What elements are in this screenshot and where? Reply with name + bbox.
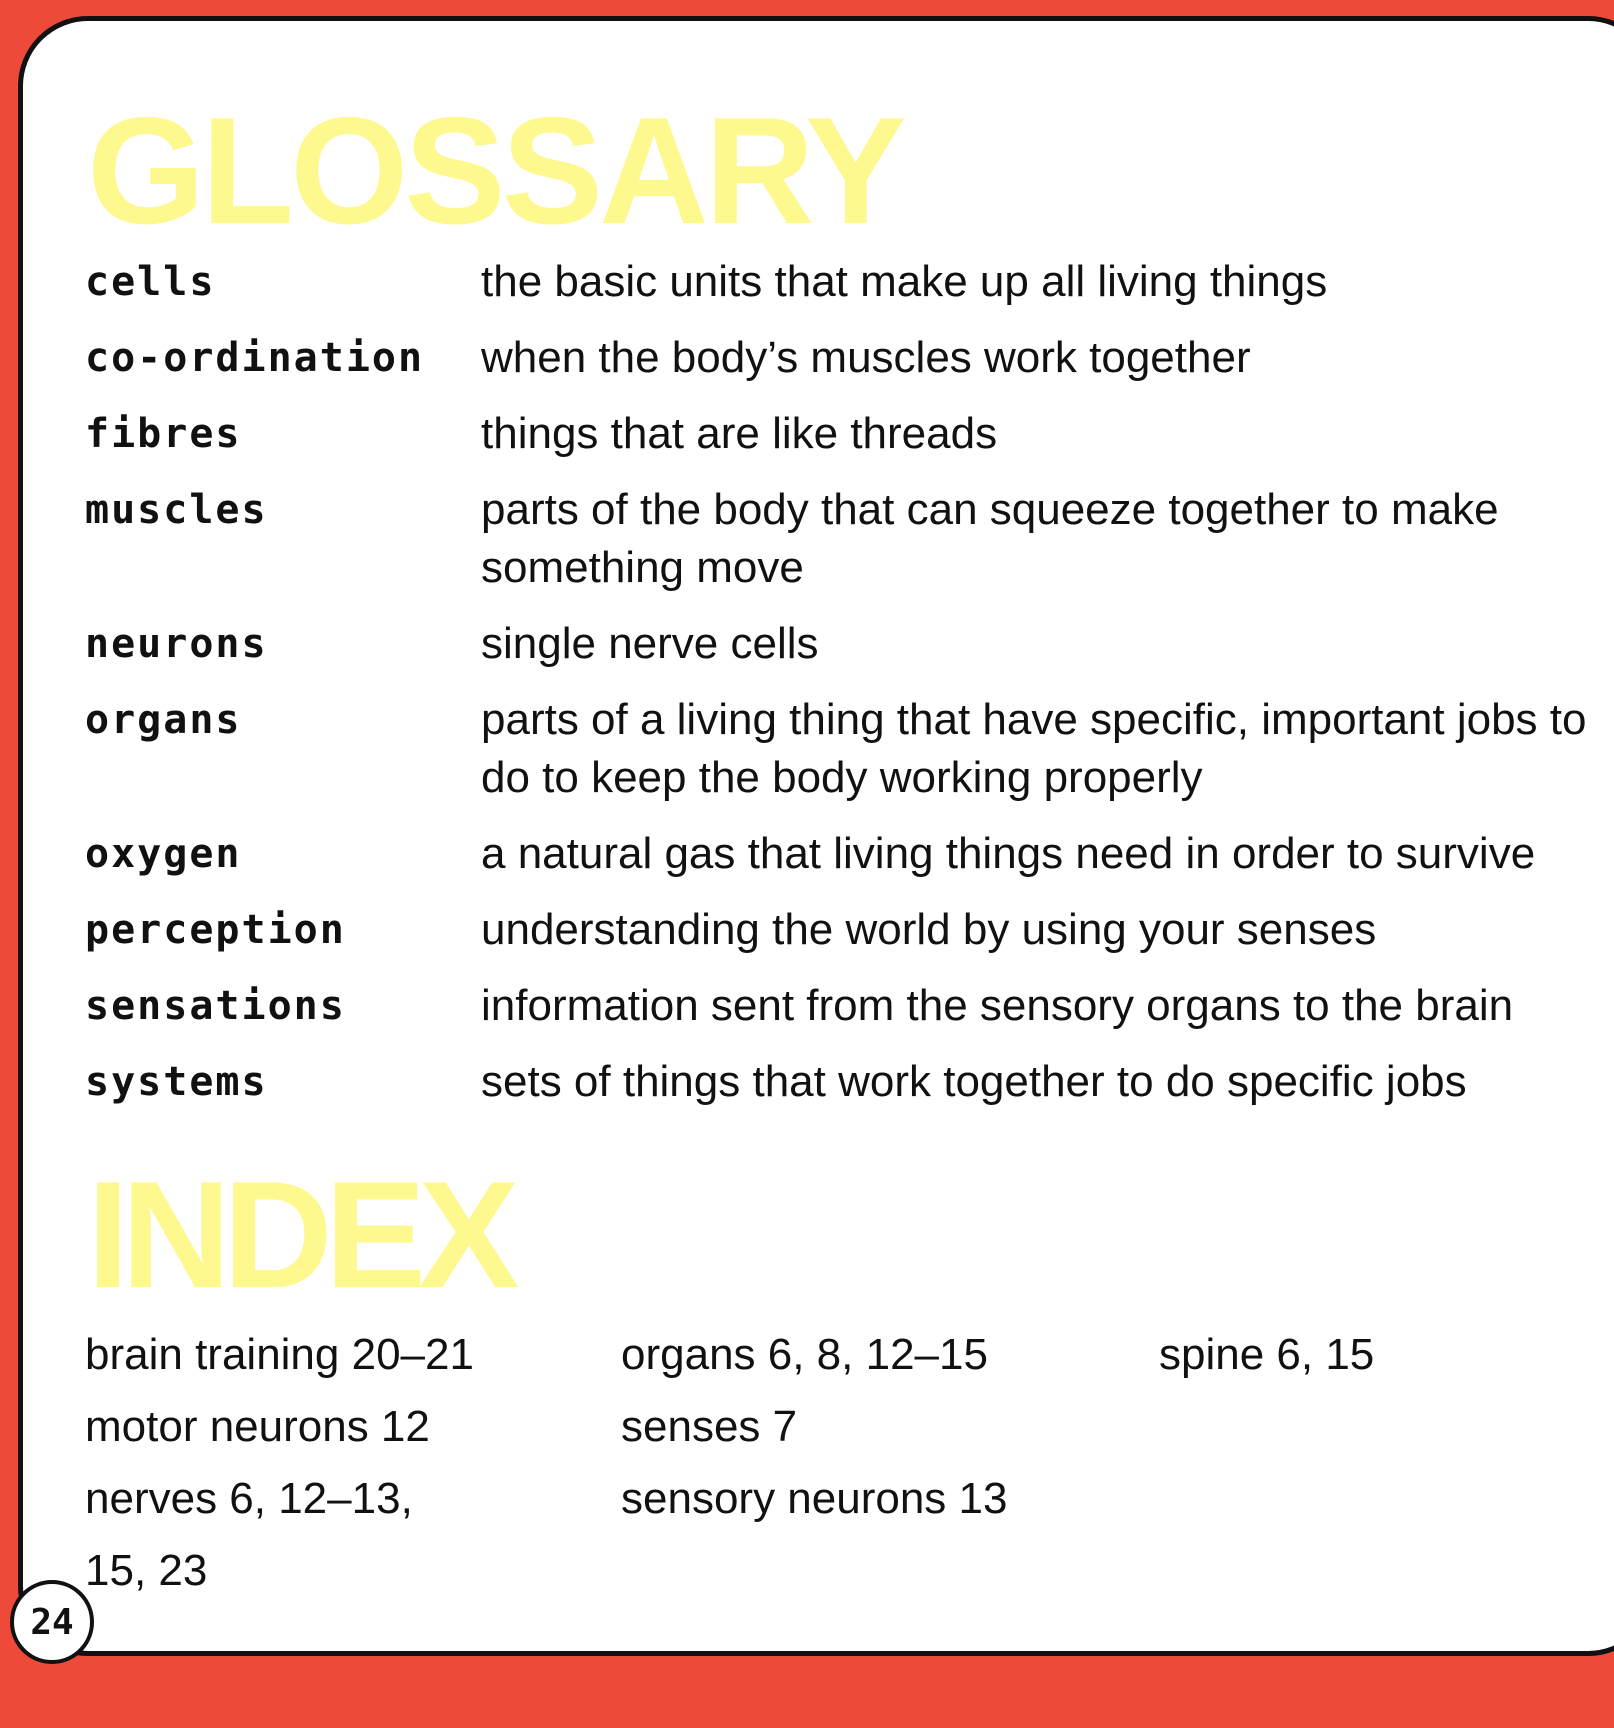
glossary-entry: [85, 405, 1614, 463]
glossary-entry: [85, 691, 1614, 807]
glossary-term: neurons: [85, 621, 268, 667]
glossary-definition: single nerve cells: [481, 619, 819, 668]
glossary-definition: sets of things that work together to do specific jobs: [481, 1057, 1467, 1106]
glossary-definition: parts of a living thing that have specific, important jobs to do to keep the body working properly: [481, 695, 1587, 802]
glossary-entry: [85, 253, 1614, 311]
glossary-definition: parts of the body that can squeeze together to make something move: [481, 485, 1499, 592]
index-entry: nerves 6, 12–13,: [85, 1474, 413, 1523]
index-entry: organs 6, 8, 12–15: [621, 1330, 988, 1379]
glossary-entry: [85, 481, 1614, 597]
book-page: [18, 16, 1614, 1656]
glossary-title: GLOSSARY: [87, 86, 903, 256]
glossary-entry: [85, 977, 1614, 1035]
glossary-list: [85, 253, 1614, 1129]
index-column: [1159, 1319, 1559, 1391]
index-entry: sensory neurons 13: [621, 1474, 1008, 1523]
glossary-term: oxygen: [85, 831, 242, 877]
glossary-term: muscles: [85, 487, 268, 533]
glossary-entry: [85, 1053, 1614, 1111]
glossary-term: cells: [85, 259, 216, 305]
index-entry: 15, 23: [85, 1546, 208, 1595]
glossary-term: organs: [85, 697, 242, 743]
glossary-term: perception: [85, 907, 346, 953]
glossary-entry: [85, 825, 1614, 883]
index-title: INDEX: [87, 1150, 512, 1320]
glossary-entry: [85, 615, 1614, 673]
glossary-definition: information sent from the sensory organs to the brain: [481, 981, 1514, 1030]
index-column: [85, 1319, 585, 1607]
glossary-definition: a natural gas that living things need in order to survive: [481, 829, 1536, 878]
index-entry: senses 7: [621, 1402, 798, 1451]
glossary-definition: when the body’s muscles work together: [481, 333, 1251, 382]
index-entry: motor neurons 12: [85, 1402, 430, 1451]
index-entry: brain training 20–21: [85, 1330, 474, 1379]
glossary-term: fibres: [85, 411, 242, 457]
glossary-entry: [85, 329, 1614, 387]
index-entry: spine 6, 15: [1159, 1330, 1375, 1379]
index-column: [621, 1319, 1121, 1535]
glossary-term: co-ordination: [85, 335, 425, 381]
glossary-definition: the basic units that make up all living things: [481, 257, 1328, 306]
glossary-definition: understanding the world by using your senses: [481, 905, 1377, 954]
glossary-entry: [85, 901, 1614, 959]
glossary-definition: things that are like threads: [481, 409, 998, 458]
page-number: 24: [10, 1580, 94, 1664]
glossary-term: systems: [85, 1059, 268, 1105]
glossary-term: sensations: [85, 983, 346, 1029]
